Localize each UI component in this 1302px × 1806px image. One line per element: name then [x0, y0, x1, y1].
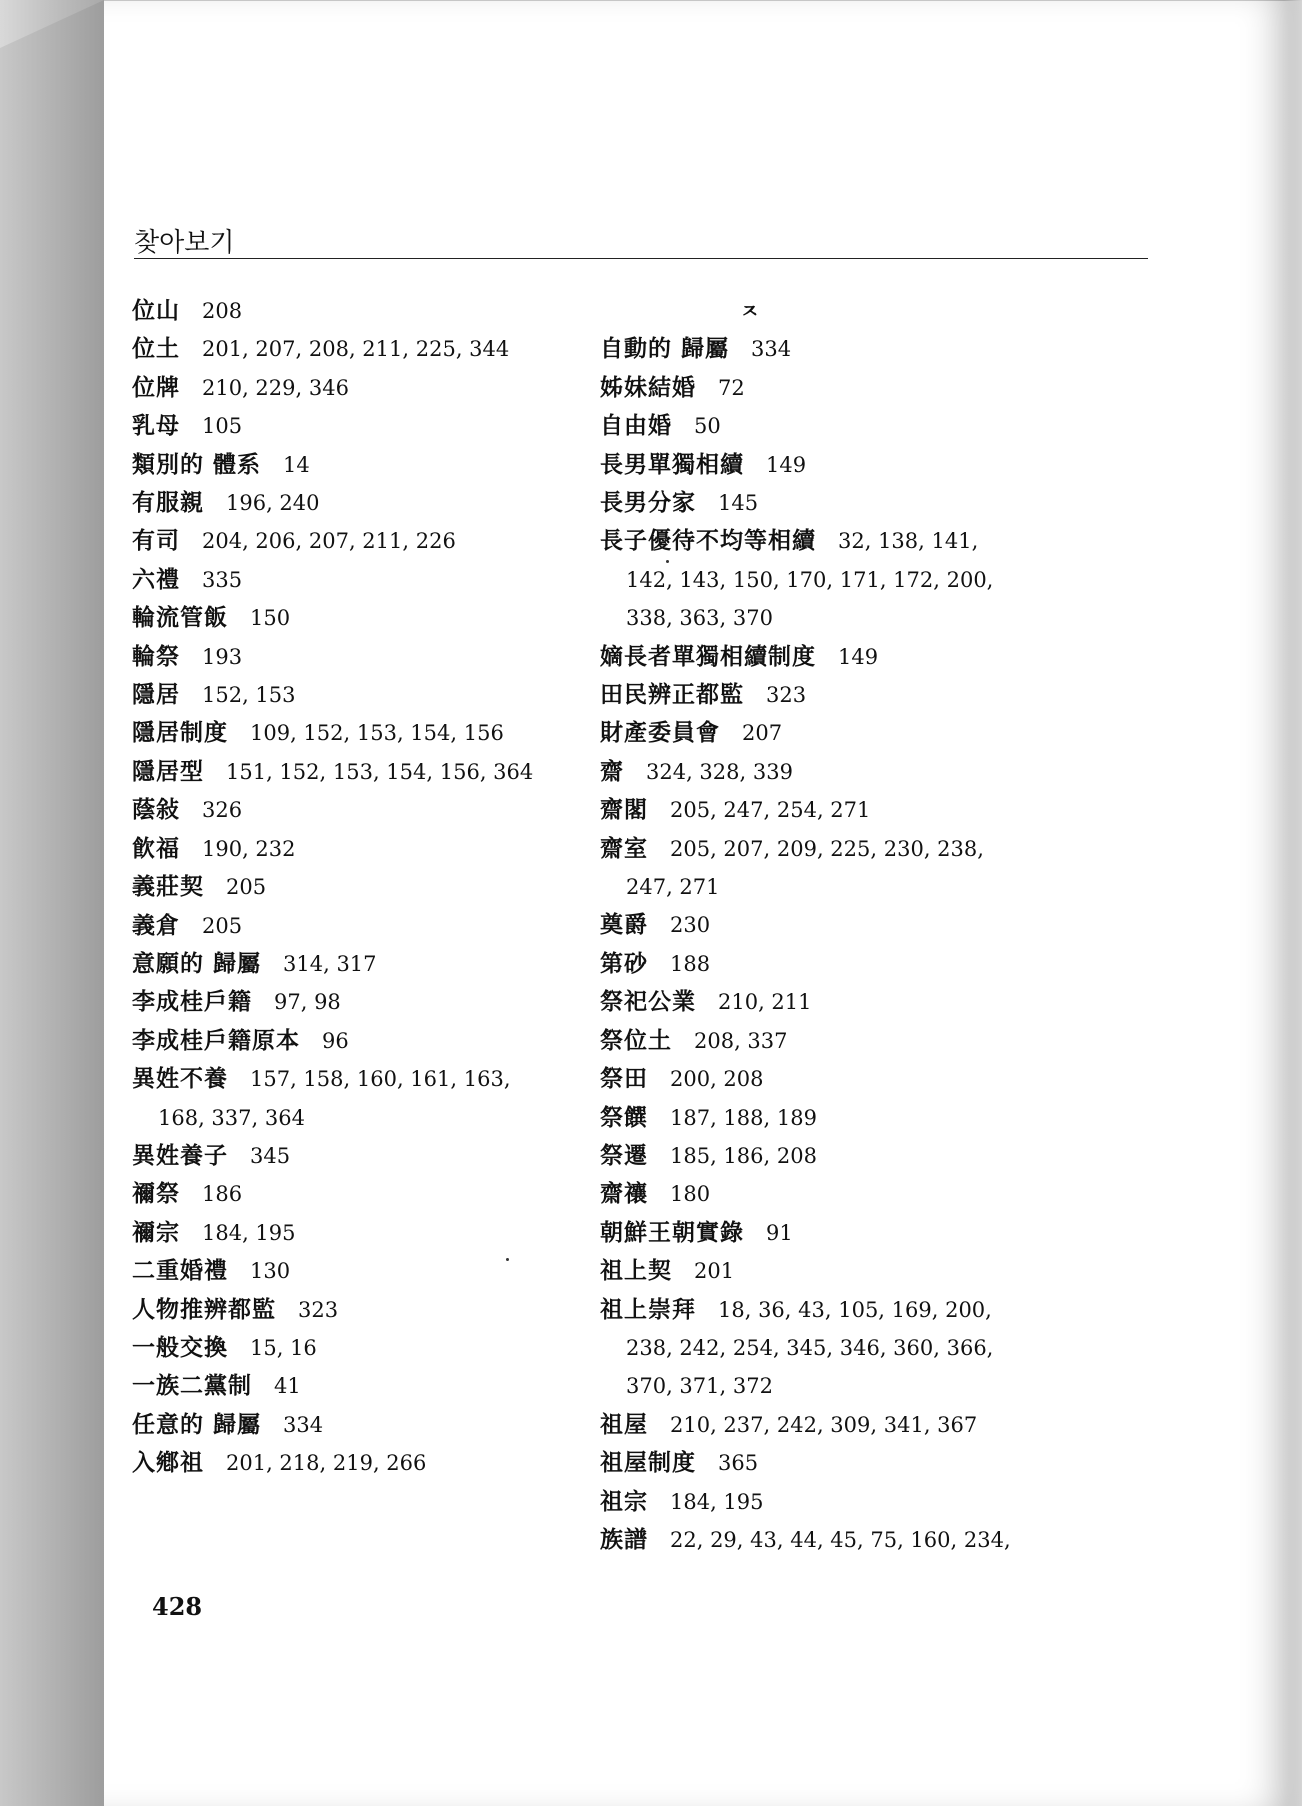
- index-term: 自由婚: [600, 412, 672, 440]
- index-term: 義倉: [132, 911, 180, 939]
- index-entry: [132, 1444, 572, 1482]
- index-term: 祖上崇拜: [600, 1295, 696, 1323]
- index-pages: 15, 16: [250, 1335, 317, 1360]
- index-pages: 22, 29, 43, 44, 45, 75, 160, 234,: [670, 1527, 1011, 1552]
- index-entry: [600, 561, 1160, 599]
- index-entry: [600, 906, 1160, 944]
- index-term: 田民辨正都監: [600, 681, 744, 709]
- index-entry: [132, 753, 572, 791]
- index-pages: 334: [751, 337, 792, 362]
- index-pages: 338, 363, 370: [626, 606, 773, 631]
- index-entry: [132, 1329, 572, 1367]
- index-pages: 185, 186, 208: [670, 1143, 817, 1168]
- index-pages: 149: [838, 644, 879, 669]
- index-term: 任意的 歸屬: [132, 1410, 262, 1438]
- page-number: 428: [152, 1592, 203, 1621]
- index-term: 人物推辨都監: [132, 1295, 276, 1323]
- index-pages: 109, 152, 153, 154, 156: [250, 721, 504, 746]
- index-entry: [600, 522, 1160, 560]
- index-pages: 97, 98: [274, 990, 341, 1015]
- index-entry: [600, 407, 1160, 445]
- index-entry: [600, 1099, 1160, 1137]
- index-entry: [600, 1367, 1160, 1405]
- index-pages: 145: [718, 491, 759, 516]
- index-term: 嫡長者單獨相續制度: [600, 642, 816, 670]
- index-pages: 201, 207, 208, 211, 225, 344: [202, 337, 510, 362]
- header-divider: [134, 258, 1148, 259]
- index-term: 長男分家: [600, 489, 696, 517]
- index-term: 有司: [132, 527, 180, 555]
- index-term: 蔭敍: [132, 796, 180, 824]
- index-entry: [600, 446, 1160, 484]
- index-pages: 205: [202, 913, 243, 938]
- index-term: 輪流管飯: [132, 604, 228, 632]
- index-pages: 180: [670, 1182, 711, 1207]
- index-term: 李成桂戶籍: [132, 988, 252, 1016]
- index-term: 長男單獨相續: [600, 450, 744, 478]
- index-entry: [600, 1521, 1160, 1559]
- book-spine-shadow: [0, 0, 104, 1806]
- index-entry: [600, 369, 1160, 407]
- index-term: 族譜: [600, 1525, 648, 1553]
- index-term: 李成桂戶籍原本: [132, 1026, 300, 1054]
- index-term: 位牌: [132, 373, 180, 401]
- index-pages: 190, 232: [202, 836, 296, 861]
- index-pages: 230: [670, 913, 711, 938]
- index-pages: 150: [250, 606, 291, 631]
- index-pages: 72: [718, 375, 745, 400]
- index-pages: 210, 237, 242, 309, 341, 367: [670, 1412, 978, 1437]
- index-entry: [132, 292, 572, 330]
- index-term: 位山: [132, 297, 180, 324]
- print-speck: [506, 1258, 509, 1261]
- index-pages: 50: [694, 414, 721, 439]
- index-entry: [132, 1175, 572, 1213]
- index-pages: 152, 153: [202, 683, 296, 708]
- index-term: 祖屋制度: [600, 1449, 696, 1477]
- index-pages: 324, 328, 339: [646, 759, 793, 784]
- index-term: 姊妹結婚: [600, 373, 696, 401]
- index-pages: 205, 247, 254, 271: [670, 798, 871, 823]
- index-term: 隱居型: [132, 757, 204, 785]
- index-pages: 207: [742, 721, 783, 746]
- index-term: 隱居: [132, 681, 180, 709]
- index-term: 禰祭: [132, 1180, 180, 1208]
- index-term: 祭田: [600, 1065, 648, 1093]
- index-entry: [132, 676, 572, 714]
- index-entry: [600, 599, 1160, 637]
- index-term: 齋室: [600, 834, 648, 862]
- index-entry: [600, 1444, 1160, 1482]
- index-pages: 151, 152, 153, 154, 156, 364: [226, 759, 534, 784]
- index-pages: 335: [202, 567, 243, 592]
- index-term: 奠爵: [600, 911, 648, 939]
- index-term: 隱居制度: [132, 719, 228, 747]
- index-entry: [132, 1060, 572, 1098]
- index-entry: [132, 484, 572, 522]
- index-column-left: [132, 292, 572, 1483]
- index-pages: 323: [298, 1297, 339, 1322]
- index-term: 一般交換: [132, 1333, 228, 1361]
- index-entry: [132, 1137, 572, 1175]
- index-entry: [132, 561, 572, 599]
- index-entry: [600, 945, 1160, 983]
- index-pages: 186: [202, 1182, 243, 1207]
- index-term: 祭位土: [600, 1026, 672, 1054]
- index-entry: [600, 1252, 1160, 1290]
- index-entry: [600, 638, 1160, 676]
- index-term: 齋: [600, 757, 624, 785]
- index-term: 有服親: [132, 489, 204, 517]
- index-pages: 32, 138, 141,: [838, 529, 979, 554]
- index-pages: 168, 337, 364: [158, 1105, 305, 1130]
- index-entry: [132, 1099, 572, 1137]
- index-term: 禰宗: [132, 1218, 180, 1246]
- index-term: 齋禳: [600, 1180, 648, 1208]
- index-term: 異姓養子: [132, 1141, 228, 1169]
- page-edge-shadow: [1284, 0, 1302, 1806]
- index-pages: 96: [322, 1028, 349, 1053]
- index-entry: [132, 907, 572, 945]
- index-pages: 365: [718, 1451, 759, 1476]
- index-term: 乳母: [132, 412, 180, 440]
- index-entry: [600, 1137, 1160, 1175]
- index-term: 輪祭: [132, 642, 180, 670]
- index-term: 朝鮮王朝實錄: [600, 1218, 744, 1246]
- index-entry: [600, 484, 1160, 522]
- index-pages: 184, 195: [670, 1489, 764, 1514]
- print-speck: [666, 560, 669, 563]
- index-pages: 210, 211: [718, 990, 812, 1015]
- index-entry: [600, 1060, 1160, 1098]
- index-pages: 205, 207, 209, 225, 230, 238,: [670, 836, 984, 861]
- index-term: 位土: [132, 335, 180, 363]
- index-pages: 91: [766, 1220, 793, 1245]
- index-entry: [600, 830, 1160, 868]
- index-entry: [600, 1406, 1160, 1444]
- index-entry: [132, 638, 572, 676]
- index-term: 一族二黨制: [132, 1372, 252, 1400]
- index-entry: [132, 369, 572, 407]
- index-pages: 314, 317: [283, 951, 377, 976]
- index-pages: 247, 271: [626, 875, 720, 900]
- index-entry: [132, 945, 572, 983]
- index-entry: [132, 1291, 572, 1329]
- index-pages: 326: [202, 798, 243, 823]
- index-term: 飮福: [132, 834, 180, 862]
- index-pages: 201, 218, 219, 266: [226, 1451, 427, 1476]
- index-term: 義莊契: [132, 873, 204, 901]
- index-entry: [132, 714, 572, 752]
- index-entry: [132, 522, 572, 560]
- index-entry: [600, 1022, 1160, 1060]
- index-entry: [132, 983, 572, 1021]
- index-entry: [132, 1406, 572, 1444]
- index-entry: [600, 330, 1160, 368]
- index-term: 自動的 歸屬: [600, 335, 730, 363]
- index-term: 意願的 歸屬: [132, 949, 262, 977]
- index-entry: [132, 791, 572, 829]
- index-pages: 238, 242, 254, 345, 346, 360, 366,: [626, 1335, 994, 1360]
- index-entry: [600, 1175, 1160, 1213]
- index-entry: [132, 830, 572, 868]
- index-entry: [132, 1022, 572, 1060]
- index-column-right: [600, 292, 1160, 1559]
- index-pages: 200, 208: [670, 1067, 764, 1092]
- index-pages: 41: [274, 1374, 301, 1399]
- index-pages: 210, 229, 346: [202, 375, 349, 400]
- index-term: 長子優待不均等相續: [600, 527, 816, 555]
- index-term: 祭祀公業: [600, 988, 696, 1016]
- index-pages: 142, 143, 150, 170, 171, 172, 200,: [626, 567, 994, 592]
- index-term: 財產委員會: [600, 719, 720, 747]
- index-entry: [132, 446, 572, 484]
- index-pages: 187, 188, 189: [670, 1105, 817, 1130]
- index-entry: [600, 791, 1160, 829]
- index-pages: 345: [250, 1143, 291, 1168]
- index-pages: 196, 240: [226, 491, 320, 516]
- index-pages: 208: [202, 299, 243, 323]
- index-pages: 105: [202, 414, 243, 439]
- index-term: 祭遷: [600, 1141, 648, 1169]
- index-entry: [600, 1329, 1160, 1367]
- index-pages: 157, 158, 160, 161, 163,: [250, 1067, 511, 1092]
- index-entry: [600, 868, 1160, 906]
- index-pages: 193: [202, 644, 243, 669]
- index-entry: [600, 983, 1160, 1021]
- index-term: 入鄕祖: [132, 1449, 204, 1477]
- index-entry: [132, 1214, 572, 1252]
- index-entry: [132, 407, 572, 445]
- index-entry: [600, 1214, 1160, 1252]
- index-entry: [600, 676, 1160, 714]
- index-pages: 204, 206, 207, 211, 226: [202, 529, 456, 554]
- index-entry: [600, 1483, 1160, 1521]
- index-entry: [600, 753, 1160, 791]
- index-term: 祭饌: [600, 1103, 648, 1131]
- index-term: 齋閣: [600, 796, 648, 824]
- index-pages: 208, 337: [694, 1028, 788, 1053]
- index-entry: [132, 330, 572, 368]
- page-title: 찾아보기: [134, 228, 235, 258]
- section-letter: ㅈ: [740, 299, 760, 323]
- index-term: 二重婚禮: [132, 1257, 228, 1285]
- index-pages: 184, 195: [202, 1220, 296, 1245]
- index-pages: 188: [670, 951, 711, 976]
- index-entry: [132, 1367, 572, 1405]
- index-term: 六禮: [132, 565, 180, 593]
- index-pages: 323: [766, 683, 807, 708]
- index-term: 類別的 體系: [132, 450, 262, 478]
- index-pages: 205: [226, 875, 267, 900]
- index-pages: 334: [283, 1412, 324, 1437]
- index-term: 祖上契: [600, 1257, 672, 1285]
- index-pages: 14: [283, 452, 310, 477]
- index-term: 第砂: [600, 949, 648, 977]
- index-pages: 370, 371, 372: [626, 1374, 773, 1399]
- index-entry: [132, 868, 572, 906]
- index-term: 祖宗: [600, 1487, 648, 1515]
- index-entry: [600, 1291, 1160, 1329]
- index-entry: [132, 599, 572, 637]
- index-pages: 201: [694, 1259, 735, 1284]
- index-term: 異姓不養: [132, 1065, 228, 1093]
- index-pages: 149: [766, 452, 807, 477]
- index-pages: 130: [250, 1259, 291, 1284]
- index-term: 祖屋: [600, 1410, 648, 1438]
- index-pages: 18, 36, 43, 105, 169, 200,: [718, 1297, 992, 1322]
- index-entry: [600, 714, 1160, 752]
